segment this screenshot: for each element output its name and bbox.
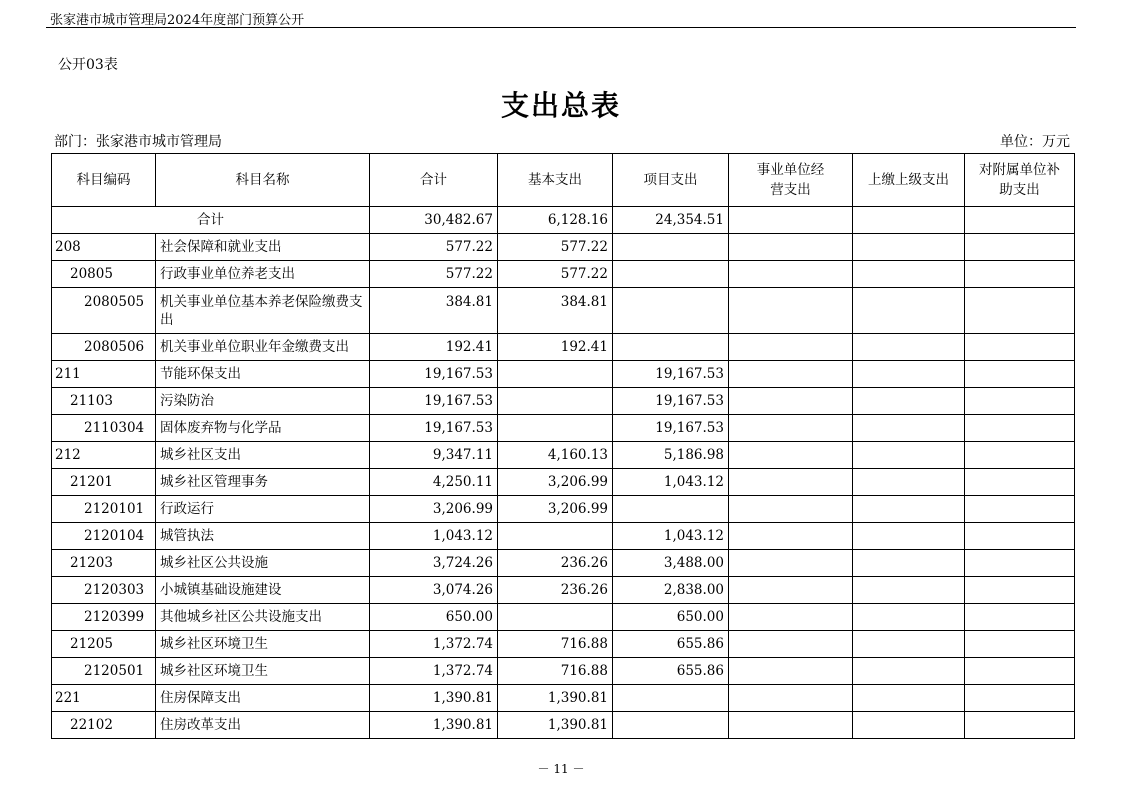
row-basic: 3,206.99 bbox=[498, 496, 613, 523]
row-basic bbox=[498, 415, 613, 442]
row-remit bbox=[853, 631, 965, 658]
row-business bbox=[729, 261, 853, 288]
col-header-basic: 基本支出 bbox=[498, 154, 613, 207]
row-code: 2110304 bbox=[52, 415, 156, 442]
table-row bbox=[52, 288, 1075, 334]
col-header-code: 科目编码 bbox=[52, 154, 156, 207]
row-subsidy bbox=[965, 658, 1075, 685]
row-name: 城管执法 bbox=[156, 523, 370, 550]
row-subsidy bbox=[965, 604, 1075, 631]
unit-label: 单位：万元 bbox=[1000, 134, 1070, 150]
row-code: 2120104 bbox=[52, 523, 156, 550]
row-subsidy bbox=[965, 550, 1075, 577]
row-project: 19,167.53 bbox=[613, 415, 729, 442]
row-project: 1,043.12 bbox=[613, 469, 729, 496]
row-code: 21103 bbox=[52, 388, 156, 415]
total-row-basic: 6,128.16 bbox=[498, 207, 613, 234]
row-code: 221 bbox=[52, 685, 156, 712]
row-project bbox=[613, 712, 729, 739]
row-basic: 577.22 bbox=[498, 234, 613, 261]
row-total: 192.41 bbox=[370, 334, 498, 361]
row-subsidy bbox=[965, 685, 1075, 712]
row-project: 19,167.53 bbox=[613, 388, 729, 415]
row-basic: 1,390.81 bbox=[498, 712, 613, 739]
row-business bbox=[729, 712, 853, 739]
running-header: 张家港市城市管理局2024年度部门预算公开 bbox=[50, 13, 305, 28]
row-business bbox=[729, 288, 853, 334]
row-subsidy bbox=[965, 442, 1075, 469]
row-name: 节能环保支出 bbox=[156, 361, 370, 388]
row-subsidy bbox=[965, 288, 1075, 334]
row-project: 19,167.53 bbox=[613, 361, 729, 388]
row-name: 城乡社区支出 bbox=[156, 442, 370, 469]
row-subsidy bbox=[965, 415, 1075, 442]
row-remit bbox=[853, 288, 965, 334]
row-remit bbox=[853, 442, 965, 469]
row-business bbox=[729, 388, 853, 415]
row-total: 19,167.53 bbox=[370, 388, 498, 415]
row-project bbox=[613, 288, 729, 334]
row-project: 655.86 bbox=[613, 631, 729, 658]
row-code: 2120303 bbox=[52, 577, 156, 604]
row-total: 19,167.53 bbox=[370, 415, 498, 442]
row-subsidy bbox=[965, 712, 1075, 739]
row-name: 行政运行 bbox=[156, 496, 370, 523]
col-header-subsidy: 对附属单位补助支出 bbox=[965, 154, 1075, 207]
row-name: 城乡社区环境卫生 bbox=[156, 658, 370, 685]
table-header-row bbox=[52, 154, 1075, 207]
row-basic: 384.81 bbox=[498, 288, 613, 334]
row-total: 4,250.11 bbox=[370, 469, 498, 496]
row-project bbox=[613, 685, 729, 712]
row-name: 城乡社区环境卫生 bbox=[156, 631, 370, 658]
table-row bbox=[52, 631, 1075, 658]
table-row bbox=[52, 523, 1075, 550]
total-row-remit bbox=[853, 207, 965, 234]
row-basic: 577.22 bbox=[498, 261, 613, 288]
row-name: 住房保障支出 bbox=[156, 685, 370, 712]
row-code: 212 bbox=[52, 442, 156, 469]
row-code: 211 bbox=[52, 361, 156, 388]
row-remit bbox=[853, 550, 965, 577]
row-project: 650.00 bbox=[613, 604, 729, 631]
row-basic: 192.41 bbox=[498, 334, 613, 361]
row-business bbox=[729, 334, 853, 361]
row-code: 2120399 bbox=[52, 604, 156, 631]
col-header-business: 事业单位经营支出 bbox=[729, 154, 853, 207]
row-total: 19,167.53 bbox=[370, 361, 498, 388]
row-total: 3,724.26 bbox=[370, 550, 498, 577]
row-name: 机关事业单位职业年金缴费支出 bbox=[156, 334, 370, 361]
row-business bbox=[729, 496, 853, 523]
row-project: 5,186.98 bbox=[613, 442, 729, 469]
col-header-project: 项目支出 bbox=[613, 154, 729, 207]
row-name: 固体废弃物与化学品 bbox=[156, 415, 370, 442]
expenditure-table bbox=[51, 153, 1075, 739]
row-remit bbox=[853, 388, 965, 415]
row-subsidy bbox=[965, 469, 1075, 496]
row-name: 其他城乡社区公共设施支出 bbox=[156, 604, 370, 631]
row-business bbox=[729, 631, 853, 658]
row-remit bbox=[853, 577, 965, 604]
row-business bbox=[729, 685, 853, 712]
row-total: 1,043.12 bbox=[370, 523, 498, 550]
table-row bbox=[52, 604, 1075, 631]
row-total: 650.00 bbox=[370, 604, 498, 631]
row-basic: 236.26 bbox=[498, 550, 613, 577]
row-project: 2,838.00 bbox=[613, 577, 729, 604]
row-remit bbox=[853, 712, 965, 739]
row-name: 城乡社区公共设施 bbox=[156, 550, 370, 577]
row-business bbox=[729, 577, 853, 604]
row-total: 1,390.81 bbox=[370, 685, 498, 712]
row-subsidy bbox=[965, 388, 1075, 415]
row-subsidy bbox=[965, 234, 1075, 261]
col-header-name: 科目名称 bbox=[156, 154, 370, 207]
table-row bbox=[52, 685, 1075, 712]
row-business bbox=[729, 415, 853, 442]
row-subsidy bbox=[965, 496, 1075, 523]
table-row bbox=[52, 361, 1075, 388]
col-header-total: 合计 bbox=[370, 154, 498, 207]
row-remit bbox=[853, 361, 965, 388]
table-row bbox=[52, 442, 1075, 469]
row-remit bbox=[853, 523, 965, 550]
department-label: 部门：张家港市城市管理局 bbox=[54, 134, 222, 150]
row-total: 577.22 bbox=[370, 261, 498, 288]
row-code: 22102 bbox=[52, 712, 156, 739]
table-row bbox=[52, 577, 1075, 604]
row-subsidy bbox=[965, 577, 1075, 604]
page-title: 支出总表 bbox=[500, 89, 621, 122]
row-code: 21201 bbox=[52, 469, 156, 496]
row-name: 社会保障和就业支出 bbox=[156, 234, 370, 261]
table-row bbox=[52, 658, 1075, 685]
table-row bbox=[52, 469, 1075, 496]
row-business bbox=[729, 550, 853, 577]
row-subsidy bbox=[965, 523, 1075, 550]
row-basic: 4,160.13 bbox=[498, 442, 613, 469]
row-code: 208 bbox=[52, 234, 156, 261]
row-remit bbox=[853, 685, 965, 712]
row-total: 384.81 bbox=[370, 288, 498, 334]
row-code: 20805 bbox=[52, 261, 156, 288]
row-business bbox=[729, 604, 853, 631]
row-remit bbox=[853, 469, 965, 496]
row-basic bbox=[498, 604, 613, 631]
table-row bbox=[52, 388, 1075, 415]
row-basic bbox=[498, 523, 613, 550]
row-project bbox=[613, 334, 729, 361]
total-row-project: 24,354.51 bbox=[613, 207, 729, 234]
row-business bbox=[729, 442, 853, 469]
row-remit bbox=[853, 234, 965, 261]
row-total: 3,206.99 bbox=[370, 496, 498, 523]
table-row bbox=[52, 415, 1075, 442]
row-subsidy bbox=[965, 361, 1075, 388]
row-project: 655.86 bbox=[613, 658, 729, 685]
table-row bbox=[52, 496, 1075, 523]
row-basic: 716.88 bbox=[498, 631, 613, 658]
row-business bbox=[729, 658, 853, 685]
row-basic: 716.88 bbox=[498, 658, 613, 685]
row-total: 9,347.11 bbox=[370, 442, 498, 469]
row-total: 3,074.26 bbox=[370, 577, 498, 604]
row-total: 1,390.81 bbox=[370, 712, 498, 739]
row-project bbox=[613, 261, 729, 288]
row-remit bbox=[853, 604, 965, 631]
row-code: 2080506 bbox=[52, 334, 156, 361]
col-header-remit: 上缴上级支出 bbox=[853, 154, 965, 207]
row-basic bbox=[498, 361, 613, 388]
row-business bbox=[729, 469, 853, 496]
row-code: 21203 bbox=[52, 550, 156, 577]
row-name: 机关事业单位基本养老保险缴费支出 bbox=[156, 288, 370, 334]
total-row bbox=[52, 207, 1075, 234]
table-row bbox=[52, 712, 1075, 739]
row-project bbox=[613, 234, 729, 261]
row-basic: 236.26 bbox=[498, 577, 613, 604]
row-code: 2120501 bbox=[52, 658, 156, 685]
table-number: 公开03表 bbox=[58, 57, 118, 73]
row-business bbox=[729, 523, 853, 550]
row-business bbox=[729, 361, 853, 388]
row-total: 577.22 bbox=[370, 234, 498, 261]
row-name: 行政事业单位养老支出 bbox=[156, 261, 370, 288]
total-row-total: 30,482.67 bbox=[370, 207, 498, 234]
row-basic: 1,390.81 bbox=[498, 685, 613, 712]
row-name: 小城镇基础设施建设 bbox=[156, 577, 370, 604]
table-row bbox=[52, 261, 1075, 288]
total-row-business bbox=[729, 207, 853, 234]
page-number: － 11 － bbox=[537, 762, 585, 776]
header-rule bbox=[46, 27, 1076, 28]
row-basic bbox=[498, 388, 613, 415]
row-name: 城乡社区管理事务 bbox=[156, 469, 370, 496]
row-code: 21205 bbox=[52, 631, 156, 658]
table-row bbox=[52, 234, 1075, 261]
row-project: 1,043.12 bbox=[613, 523, 729, 550]
row-remit bbox=[853, 415, 965, 442]
total-row-label: 合计 bbox=[52, 207, 370, 234]
row-total: 1,372.74 bbox=[370, 658, 498, 685]
row-subsidy bbox=[965, 631, 1075, 658]
row-remit bbox=[853, 261, 965, 288]
table-row bbox=[52, 334, 1075, 361]
total-row-subsidy bbox=[965, 207, 1075, 234]
row-subsidy bbox=[965, 334, 1075, 361]
row-business bbox=[729, 234, 853, 261]
row-total: 1,372.74 bbox=[370, 631, 498, 658]
row-basic: 3,206.99 bbox=[498, 469, 613, 496]
row-remit bbox=[853, 658, 965, 685]
table-row bbox=[52, 550, 1075, 577]
row-name: 住房改革支出 bbox=[156, 712, 370, 739]
row-remit bbox=[853, 496, 965, 523]
row-subsidy bbox=[965, 261, 1075, 288]
row-code: 2080505 bbox=[52, 288, 156, 334]
row-name: 污染防治 bbox=[156, 388, 370, 415]
row-project: 3,488.00 bbox=[613, 550, 729, 577]
row-code: 2120101 bbox=[52, 496, 156, 523]
row-project bbox=[613, 496, 729, 523]
row-remit bbox=[853, 334, 965, 361]
